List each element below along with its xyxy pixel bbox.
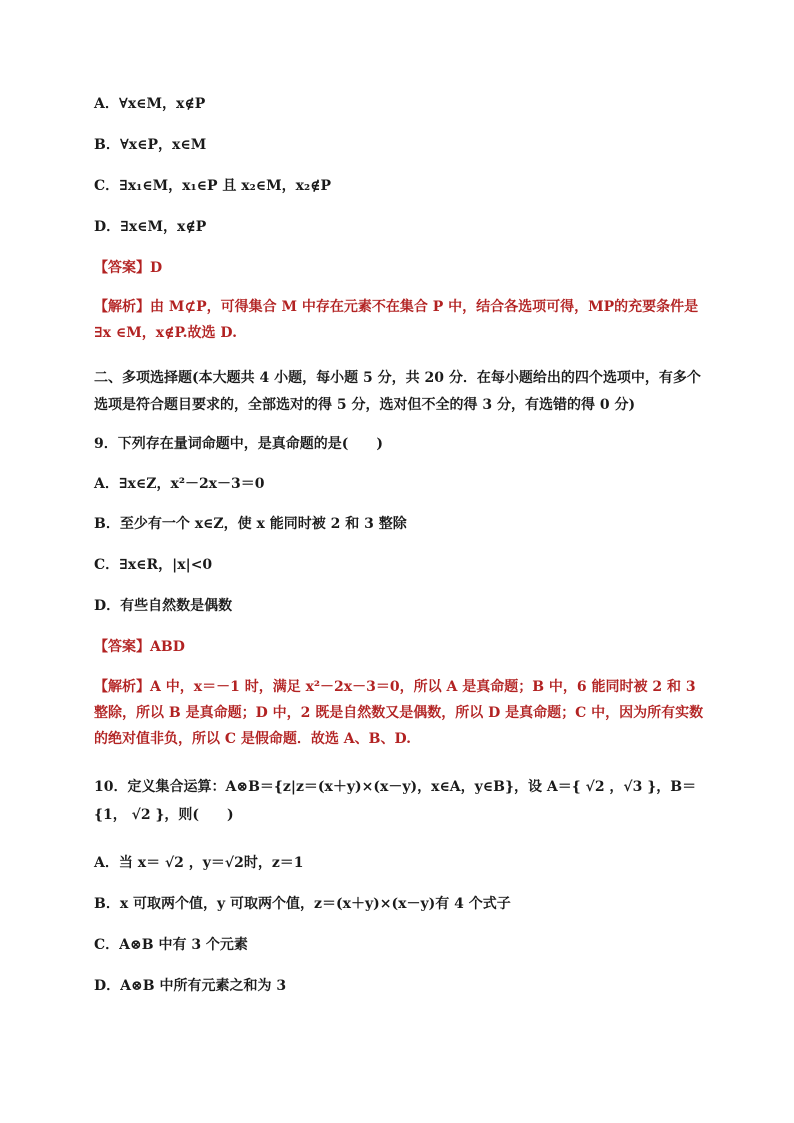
q9-answer: 【答案】ABD [94, 639, 185, 655]
q10-stem: 10．定义集合运算：A⊗B＝{z|z＝(x＋y)×(x－y)，x∈A，y∈B}，设 A＝{ √2 ，√3 }，B＝{1， √2 }，则( ) [94, 779, 697, 823]
q8-option-a: A．∀x∈M，x∉P [94, 96, 206, 112]
q10-option-a: A．当 x＝ √2 ，y＝√2时，z＝1 [94, 855, 304, 871]
q8-analysis: 【解析】由 M⊄P，可得集合 M 中存在元素不在集合 P 中，结合各选项可得，MP的充要条件是 ∃x ∈M，x∉P.故选 D. [94, 299, 699, 341]
q8-option-c: C．∃x₁∈M，x₁∈P 且 x₂∈M，x₂∉P [94, 178, 331, 194]
q10-option-b: B．x 可取两个值，y 可取两个值，z＝(x＋y)×(x－y)有 4 个式子 [94, 896, 511, 912]
q8-answer: 【答案】D [94, 260, 163, 276]
section-heading: 二、多项选择题(本大题共 4 小题，每小题 5 分，共 20 分．在每小题给出的四个选项中，有多个选项是符合题目要求的，全部选对的得 5 分，选对但不全的得 3 分，有选错的得 0 分) [94, 370, 701, 413]
q10-option-d: D．A⊗B 中所有元素之和为 3 [94, 978, 287, 994]
q9-option-c: C．∃x∈R，|x|<0 [94, 557, 213, 573]
q10-option-c: C．A⊗B 中有 3 个元素 [94, 937, 248, 953]
q9-option-b: B．至少有一个 x∈Z，使 x 能同时被 2 和 3 整除 [94, 516, 407, 532]
q9-option-d: D．有些自然数是偶数 [94, 598, 233, 614]
q8-option-d: D．∃x∈M，x∉P [94, 219, 207, 235]
q8-option-b: B．∀x∈P，x∈M [94, 137, 207, 153]
q9-analysis: 【解析】A 中，x＝－1 时，满足 x²－2x－3＝0，所以 A 是真命题；B 中，6 能同时被 2 和 3 整除，所以 B 是真命题；D 中，2 既是自然数又是偶数，所以 D 是真命题；C 中，因为所有实数的绝对值非负，所以 C 是假命题．故选 A、B、D. [94, 679, 704, 747]
q9-option-a: A．∃x∈Z，x²－2x－3＝0 [94, 476, 265, 492]
q9-stem: 9．下列存在量词命题中，是真命题的是( ) [94, 436, 383, 452]
